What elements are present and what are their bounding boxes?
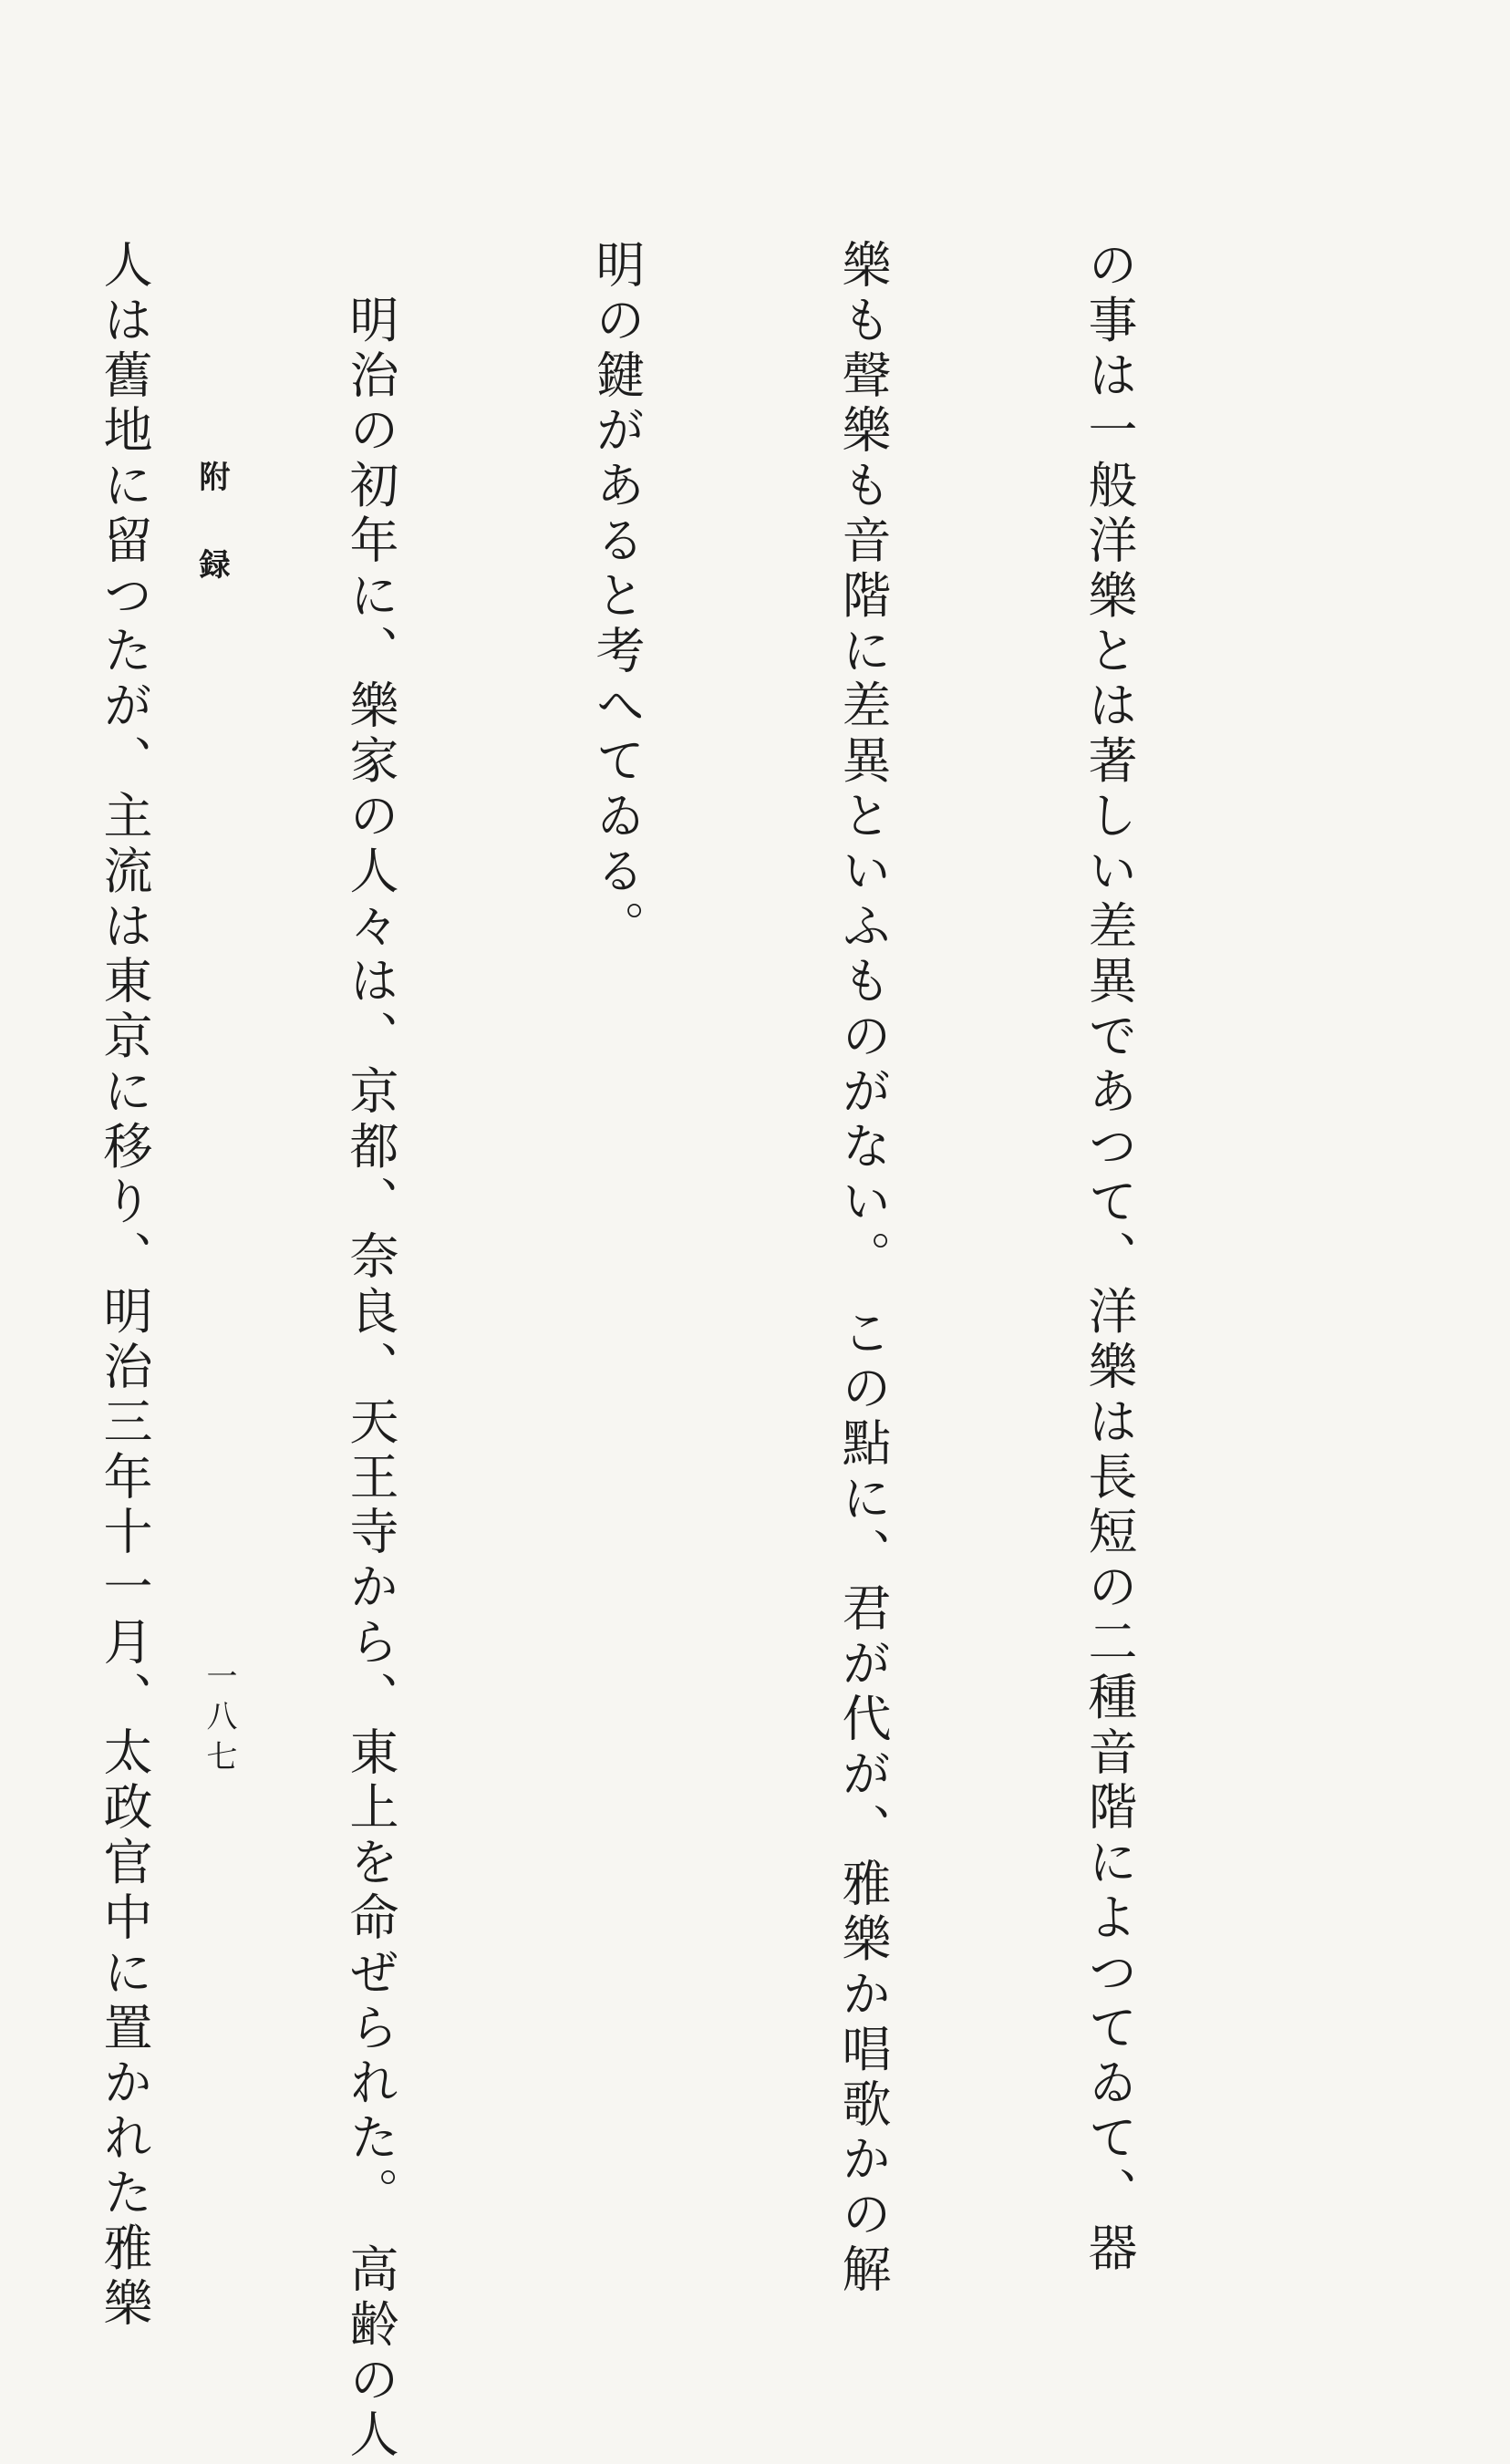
text-column: 明の鍵があると考へてゐる。 (588, 239, 646, 956)
text-column: 人は舊地に留つたが、主流は東京に移り、明治三年十一月、太政官中に置かれた雅樂 (96, 239, 153, 2333)
text-column: 樂も聲樂も音階に差異といふものがない。 この點に、君が代が、雅樂か唱歌かの解 (834, 239, 892, 2299)
text-column: 明治の初年に、樂家の人々は、京都、奈良、天王寺から、東上を命ぜられた。 高齢の人 (342, 239, 399, 2464)
text-column: の事は一般洋樂とは著しい差異であつて、洋樂は長短の二種音階によつてゐて、器 (1081, 239, 1138, 2277)
page-number: 一八七 (201, 1660, 237, 1780)
running-head: 附録 (193, 461, 230, 636)
